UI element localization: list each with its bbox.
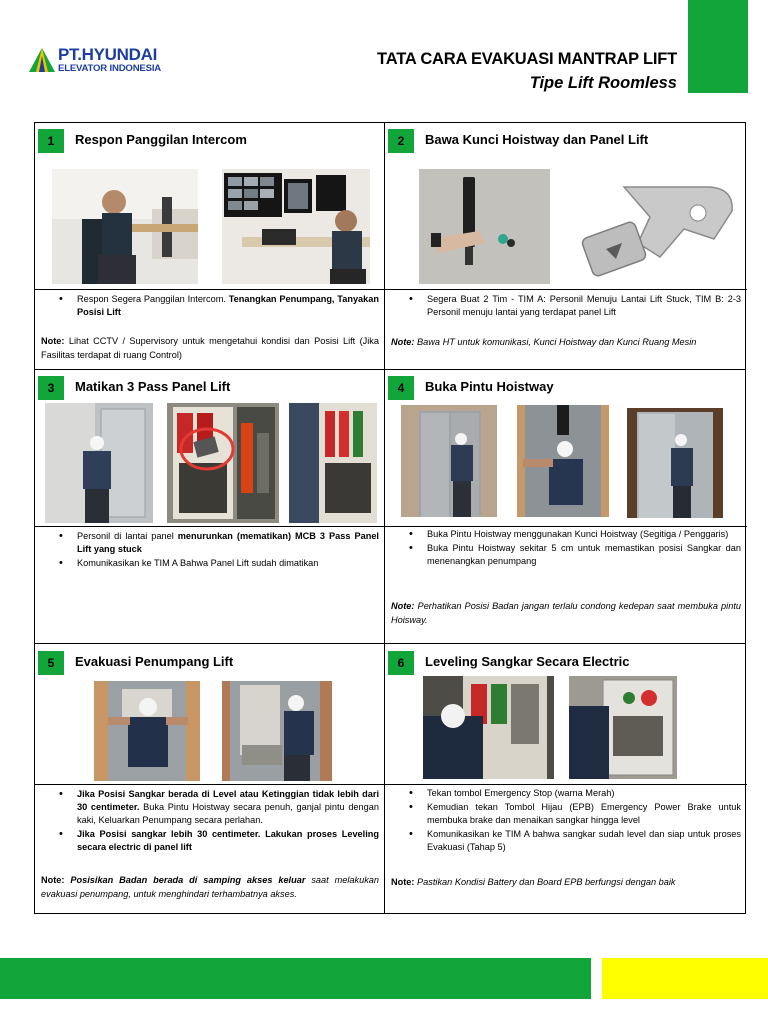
step-2-cell	[385, 123, 747, 369]
instruction-item	[41, 557, 379, 570]
document-subtitle: Tipe Lift Roomless	[529, 74, 677, 92]
photo-mcb-panel	[167, 403, 279, 523]
step-4-note	[391, 599, 741, 627]
instruction-text: Kemudian tekan Tombol Hijau (EPB) Emergency Power Brake untuk membuka brake dan menaikan sangkar hingga level	[427, 802, 741, 825]
instruction-item	[391, 542, 741, 568]
instruction-item	[391, 528, 741, 541]
instruction-text: Buka Pintu Hoistway sekitar 5 cm untuk memastikan posisi Sangkar dan menenangkan penumpang	[427, 543, 741, 566]
step-2-instructions	[391, 293, 741, 320]
step-title: Evakuasi Penumpang Lift	[75, 654, 234, 669]
photo-evacuating-passenger	[222, 681, 332, 781]
step-6-cell	[385, 644, 747, 915]
photo-opening-hoistway-door	[401, 405, 497, 517]
note-text: saat melakukan evakuasi penumpang, untuk menghindari terhambatnya akses.	[41, 875, 380, 899]
instruction-item	[41, 788, 379, 827]
step-5-note	[41, 873, 379, 901]
step-number-badge: 1	[38, 129, 64, 153]
note-label: Note:	[41, 336, 65, 346]
steps-grid	[34, 122, 746, 914]
instruction-text: Buka Pintu Hoistway secara penuh, ganjal pintu dengan kaki, Keluarkan Penumpang secara perlahan.	[77, 802, 379, 825]
company-subname: ELEVATOR INDONESIA	[58, 63, 162, 74]
instruction-item	[41, 293, 379, 319]
instruction-text: Buka Pintu Hoistway menggunakan Kunci Hoistway (Segitiga / Penggaris)	[427, 529, 729, 539]
note-label: Note:	[391, 877, 415, 887]
step-number-badge: 3	[38, 376, 64, 400]
instruction-item	[391, 787, 741, 800]
photo-inspecting-shaft	[627, 408, 723, 518]
step-title: Leveling Sangkar Secara Electric	[425, 654, 630, 669]
hyundai-triangle-logo-icon	[28, 46, 56, 74]
step-title: Bawa Kunci Hoistway dan Panel Lift	[425, 132, 649, 147]
step-3-instructions	[41, 530, 379, 571]
footer-yellow-bar	[602, 958, 768, 999]
photo-prying-door	[517, 405, 609, 517]
step-4-cell	[385, 370, 747, 643]
step-title: Respon Panggilan Intercom	[75, 132, 247, 147]
photo-holding-door-open	[94, 681, 200, 781]
note-label: Note:	[391, 337, 415, 347]
photo-control-room	[222, 169, 370, 284]
step-6-note	[391, 875, 741, 889]
instruction-item	[41, 530, 379, 556]
note-text: Perhatikan Posisi Badan jangan terlalu condong kedepan saat membuka pintu Hoisway.	[391, 601, 741, 625]
step-5-cell	[35, 644, 384, 915]
step-1-note	[41, 334, 379, 362]
note-emphasis: Posisikan Badan berada di samping akses keluar	[64, 875, 306, 885]
photo-intercom-operator	[52, 169, 198, 284]
photo-control-panel-technician	[423, 676, 554, 779]
instruction-text: Komunikasikan ke TIM A Bahwa Panel Lift sudah dimatikan	[77, 558, 319, 568]
step-title: Buka Pintu Hoistway	[425, 379, 554, 394]
note-text: Lihat CCTV / Supervisory untuk mengetahui kondisi dan Posisi Lift (Jika Fasilitas terdapat di ruang Control)	[41, 336, 379, 360]
step-number-badge: 5	[38, 651, 64, 675]
step-number-badge: 4	[388, 376, 414, 400]
instruction-item	[391, 801, 741, 827]
company-name: PT.HYUNDAI	[58, 45, 158, 64]
step-title: Matikan 3 Pass Panel Lift	[75, 379, 231, 394]
step-1-instructions	[41, 293, 379, 320]
instruction-text: Respon Segera Panggilan Intercom.	[77, 294, 229, 304]
company-logo	[28, 46, 178, 80]
note-label: Note:	[41, 875, 65, 885]
note-text: Pastikan Kondisi Battery dan Board EPB berfungsi dengan baik	[414, 877, 676, 887]
photo-technician-at-panel	[45, 403, 153, 523]
instruction-item	[41, 828, 379, 854]
photo-emergency-buttons	[569, 676, 677, 779]
instruction-text: Tekan tombol Emergency Stop (warna Merah)	[427, 788, 615, 798]
footer-green-bar	[0, 958, 591, 999]
instruction-emphasis: Jika Posisi sangkar lebih 30 centimeter. Lakukan proses Leveling secara electric di panel lift	[77, 829, 379, 852]
photo-hoistway-key-hand	[419, 169, 550, 284]
step-3-cell	[35, 370, 384, 643]
instruction-emphasis: menurunkan (mematikan) MCB 3 Pass Panel Lift yang stuck	[77, 531, 379, 554]
instruction-item	[391, 293, 741, 319]
instruction-emphasis: Jika Posisi Sangkar berada di Level atau Ketinggian tidak lebih dari 30 centimeter.	[77, 789, 379, 812]
photo-panel-wiring	[289, 403, 377, 523]
step-6-instructions	[391, 787, 741, 855]
instruction-item	[391, 828, 741, 854]
note-label: Note:	[391, 601, 415, 611]
step-number-badge: 2	[388, 129, 414, 153]
step-4-instructions	[391, 528, 741, 569]
instruction-text: Personil di lantai panel	[77, 531, 178, 541]
photo-triangle-key	[564, 169, 744, 284]
step-2-note	[391, 335, 741, 349]
instruction-text: Segera Buat 2 Tim - TIM A: Personil Menuju Lantai Lift Stuck, TIM B: 2-3 Personil menuju lantai yang terdapat panel Lift	[427, 294, 741, 317]
step-number-badge: 6	[388, 651, 414, 675]
note-text: Bawa HT untuk komunikasi, Kunci Hoistway dan Kunci Ruang Mesin	[414, 337, 697, 347]
instruction-emphasis: Tenangkan Penumpang, Tanyakan Posisi Lift	[77, 294, 379, 317]
document-title: TATA CARA EVAKUASI MANTRAP LIFT	[377, 50, 677, 68]
instruction-text: Komunikasikan ke TIM A bahwa sangkar sudah level dan siap untuk proses Evakuasi (Tahap 5)	[427, 829, 741, 852]
step-5-instructions	[41, 788, 379, 855]
corner-accent	[688, 0, 748, 93]
step-1-cell	[35, 123, 384, 369]
